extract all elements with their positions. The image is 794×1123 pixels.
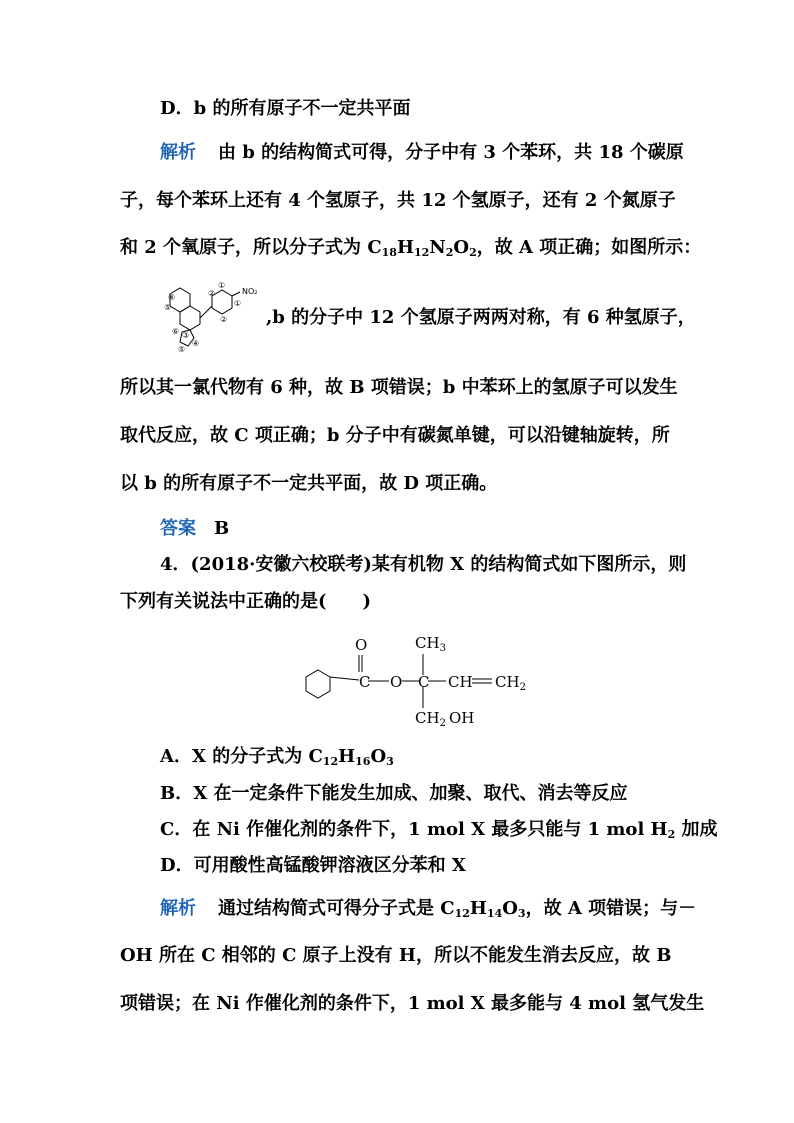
ch2oh-label: $CH_2$ OH (415, 709, 475, 729)
svg-text:⑤: ⑤ (178, 345, 186, 354)
analysis-2-line-1: 解析 通过结构简式可得分子式是 $C_{12}H_{14}O_3$，故 A 项错误；与－ (160, 898, 697, 920)
svg-text:③: ③ (182, 331, 190, 340)
analysis-1-line-3: 和 2 个氧原子，所以分子式为 $C_{18}H_{12}N_2O_2$，故 A 项正确；如图所示： (120, 237, 702, 259)
svg-text:①: ① (218, 281, 226, 290)
analysis-1-line-2: 子，每个苯环上还有 4 个氢原子，共 12 个氢原子，还有 2 个氮原子 (120, 190, 676, 211)
analysis-1-line-6: 取代反应，故 C 项正确；b 分子中有碳氮单键，可以沿键轴旋转，所 (120, 425, 670, 446)
svg-text:⑥: ⑥ (172, 327, 180, 336)
analysis-2-line-3: 项错误；在 Ni 作催化剂的条件下，1 mol X 最多能与 4 mol 氢气发生 (120, 993, 705, 1014)
analysis-tag: 解析 (160, 142, 196, 163)
c-quaternary: C (418, 673, 430, 691)
option-d-prev: D．b 的所有原子不一定共平面 (160, 98, 411, 119)
svg-text:①: ① (234, 299, 242, 308)
answer-tag: 答案 (160, 518, 196, 539)
ch2-end-label: $CH_2$ (495, 673, 526, 693)
ch3-label: $CH_3$ (415, 634, 446, 654)
analysis-tag: 解析 (160, 898, 196, 919)
option-c: C．在 Ni 作催化剂的条件下，1 mol X 最多只能与 1 mol $H_2$ 加成 (160, 819, 718, 841)
svg-text:④: ④ (192, 339, 200, 348)
ch-label: CH (448, 673, 473, 691)
option-a: A．X 的分子式为 $C_{12}H_{16}O_3$ (160, 746, 394, 768)
o-carbonyl: O (355, 636, 368, 654)
analysis-2-line-2: OH 所在 C 相邻的 C 原子上没有 H，所以不能发生消去反应，故 B (120, 945, 672, 966)
svg-text:⑤: ⑤ (164, 303, 172, 312)
analysis-1-line-7: 以 b 的所有原子不一定共平面，故 D 项正确。 (120, 473, 498, 494)
svg-text:④: ④ (168, 293, 176, 302)
question-4-line-2: 下列有关说法中正确的是( ) (120, 591, 372, 612)
answer-value: B (214, 518, 230, 539)
svg-text:②: ② (208, 289, 216, 298)
c-carbonyl: C (359, 673, 371, 691)
structure-x-figure (296, 624, 536, 734)
question-4-line-1: 4．(2018·安徽六校联考)某有机物 X 的结构简式如下图所示，则 (160, 554, 687, 575)
option-b: B．X 在一定条件下能发生加成、加聚、取代、消去等反应 (160, 783, 628, 804)
svg-text:②: ② (220, 315, 228, 324)
structure-b-figure (158, 276, 264, 356)
option-d: D．可用酸性高锰酸钾溶液区分苯和 X (160, 855, 466, 876)
analysis-1-line-5: 所以其一氯代物有 6 种，故 B 项错误；b 中苯环上的氢原子可以发生 (120, 377, 678, 398)
svg-text:NO₂: NO₂ (242, 287, 258, 296)
analysis-1-line-1: 解析 由 b 的结构简式可得，分子中有 3 个苯环，共 18 个碳原 (160, 142, 684, 163)
o-ester: O (390, 673, 403, 691)
analysis-1-line-4: ,b 的分子中 12 个氢原子两两对称，有 6 种氢原子， (266, 307, 696, 328)
answer-line (160, 517, 229, 541)
